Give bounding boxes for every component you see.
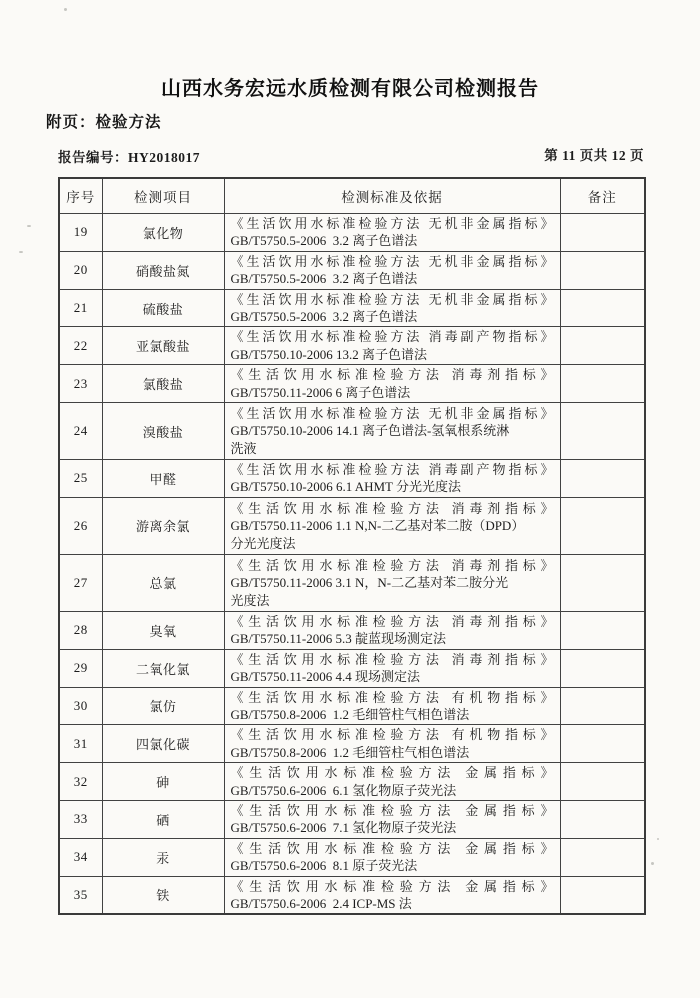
remark-cell xyxy=(560,403,645,460)
report-number: 报告编号：HY2018017 xyxy=(58,150,200,165)
standard-cell xyxy=(224,800,560,838)
test-item-cell: 总氯 xyxy=(102,554,224,611)
standard-cell xyxy=(224,497,560,554)
remark-cell xyxy=(560,611,645,649)
standard-cell xyxy=(224,725,560,763)
row-number-cell: 31 xyxy=(59,725,102,763)
table-row xyxy=(59,327,645,365)
standard-line: GB/T5750.5-2006 3.2 离子色谱法 xyxy=(230,233,418,249)
row-number-cell: 32 xyxy=(59,763,102,801)
table-row xyxy=(59,497,645,554)
remark-cell xyxy=(560,497,645,554)
row-number-cell: 20 xyxy=(59,251,102,289)
standard-cell xyxy=(224,838,560,876)
scan-speck xyxy=(657,838,659,840)
test-item-cell: 臭氧 xyxy=(102,611,224,649)
table-row xyxy=(59,763,645,801)
remark-cell xyxy=(560,460,645,498)
remark-cell xyxy=(560,327,645,365)
scan-speck xyxy=(64,8,67,11)
standard-line: GB/T5750.5-2006 3.2 离子色谱法 xyxy=(230,271,418,287)
row-number-cell: 35 xyxy=(59,876,102,914)
row-number-cell: 21 xyxy=(59,289,102,327)
page-indicator: 第 11 页共 12 页 xyxy=(544,148,644,163)
scan-speck xyxy=(19,251,23,253)
table-row xyxy=(59,687,645,725)
standard-cell xyxy=(224,763,560,801)
test-item-cell: 亚氯酸盐 xyxy=(102,327,224,365)
standard-line: 《生活饮用水标准检验方法 消毒剂指标》 xyxy=(230,651,554,667)
remark-cell xyxy=(560,214,645,252)
standard-line: 《生活饮用水标准检验方法 金属指标》 xyxy=(230,802,554,818)
test-item-cell: 游离余氯 xyxy=(102,497,224,554)
standard-cell xyxy=(224,687,560,725)
standard-line: GB/T5750.5-2006 3.2 离子色谱法 xyxy=(230,309,418,325)
standard-cell xyxy=(224,251,560,289)
test-item-cell: 氯化物 xyxy=(102,214,224,252)
row-number-cell: 34 xyxy=(59,838,102,876)
table-row xyxy=(59,365,645,403)
standard-line: 《生活饮用水标准检验方法 有机物指标》 xyxy=(230,689,554,705)
table-row xyxy=(59,554,645,611)
standard-line: GB/T5750.11-2006 3.1 N，N-二乙基对苯二胺分光 xyxy=(230,575,509,591)
standard-line: 《生活饮用水标准检验方法 有机物指标》 xyxy=(230,727,554,743)
scan-speck xyxy=(651,862,654,865)
test-item-cell: 硒 xyxy=(102,800,224,838)
remark-cell xyxy=(560,649,645,687)
standard-line: 《生活饮用水标准检验方法 消毒副产物指标》 xyxy=(230,462,554,478)
standard-line: 《生活饮用水标准检验方法 金属指标》 xyxy=(230,840,554,856)
appendix-subtitle: 附页：检验方法 xyxy=(46,114,162,131)
standard-line: 《生活饮用水标准检验方法 消毒剂指标》 xyxy=(230,500,554,516)
remark-cell xyxy=(560,251,645,289)
standard-line: 分光光度法 xyxy=(230,535,296,551)
standard-line: GB/T5750.6-2006 2.4 ICP-MS 法 xyxy=(230,895,412,911)
standard-cell xyxy=(224,460,560,498)
table-row xyxy=(59,838,645,876)
table-row xyxy=(59,649,645,687)
row-number-cell: 30 xyxy=(59,687,102,725)
table-row xyxy=(59,725,645,763)
standard-cell xyxy=(224,611,560,649)
table-row xyxy=(59,800,645,838)
standard-line: GB/T5750.10-2006 6.1 AHMT 分光光度法 xyxy=(230,479,462,495)
standard-line: GB/T5750.6-2006 7.1 氢化物原子荧光法 xyxy=(230,820,457,836)
standard-line: 《生活饮用水标准检验方法 消毒剂指标》 xyxy=(230,613,554,629)
standard-cell xyxy=(224,554,560,611)
remark-cell xyxy=(560,800,645,838)
page-title: 山西水务宏远水质检测有限公司检测报告 xyxy=(161,78,539,100)
row-number-cell: 28 xyxy=(59,611,102,649)
test-item-cell: 汞 xyxy=(102,838,224,876)
table-row xyxy=(59,214,645,252)
row-number-cell: 33 xyxy=(59,800,102,838)
standard-line: 光度法 xyxy=(230,592,270,608)
remark-cell xyxy=(560,838,645,876)
standard-cell xyxy=(224,214,560,252)
test-item-cell: 四氯化碳 xyxy=(102,725,224,763)
standard-line: 《生活饮用水标准检验方法 无机非金属指标》 xyxy=(230,405,554,421)
test-item-cell: 甲醛 xyxy=(102,460,224,498)
standard-line: 《生活饮用水标准检验方法 消毒副产物指标》 xyxy=(230,329,554,345)
standard-cell xyxy=(224,649,560,687)
standard-line: 洗液 xyxy=(230,440,257,456)
row-number-cell: 22 xyxy=(59,327,102,365)
standard-line: GB/T5750.10-2006 14.1 离子色谱法-氢氧根系统淋 xyxy=(230,423,510,439)
col-header-no: 序号 xyxy=(59,178,102,214)
standard-line: GB/T5750.10-2006 13.2 离子色谱法 xyxy=(230,346,427,362)
standard-line: GB/T5750.8-2006 1.2 毛细管柱气相色谱法 xyxy=(230,706,470,722)
remark-cell xyxy=(560,876,645,914)
row-number-cell: 19 xyxy=(59,214,102,252)
col-header-standard: 检测标准及依据 xyxy=(224,178,560,214)
standard-line: 《生活饮用水标准检验方法 金属指标》 xyxy=(230,878,554,894)
standard-line: GB/T5750.8-2006 1.2 毛细管柱气相色谱法 xyxy=(230,744,470,760)
standard-line: 《生活饮用水标准检验方法 无机非金属指标》 xyxy=(230,291,554,307)
standard-line: GB/T5750.6-2006 8.1 原子荧光法 xyxy=(230,858,418,874)
row-number-cell: 26 xyxy=(59,497,102,554)
standard-line: GB/T5750.11-2006 5.3 靛蓝现场测定法 xyxy=(230,631,446,647)
standard-line: GB/T5750.11-2006 1.1 N,N-二乙基对苯二胺（DPD） xyxy=(230,518,525,534)
standard-cell xyxy=(224,403,560,460)
methods-table xyxy=(58,177,646,915)
row-number-cell: 24 xyxy=(59,403,102,460)
standard-line: GB/T5750.11-2006 4.4 现场测定法 xyxy=(230,669,420,685)
test-item-cell: 溴酸盐 xyxy=(102,403,224,460)
table-row xyxy=(59,460,645,498)
standard-line: 《生活饮用水标准检验方法 消毒剂指标》 xyxy=(230,367,554,383)
remark-cell xyxy=(560,763,645,801)
remark-cell xyxy=(560,687,645,725)
row-number-cell: 27 xyxy=(59,554,102,611)
row-number-cell: 25 xyxy=(59,460,102,498)
row-number-cell: 23 xyxy=(59,365,102,403)
table-header-row xyxy=(59,178,645,214)
table-row xyxy=(59,251,645,289)
test-item-cell: 硫酸盐 xyxy=(102,289,224,327)
remark-cell xyxy=(560,554,645,611)
remark-cell xyxy=(560,289,645,327)
standard-cell xyxy=(224,327,560,365)
test-item-cell: 砷 xyxy=(102,763,224,801)
standard-cell xyxy=(224,365,560,403)
remark-cell xyxy=(560,365,645,403)
table-row xyxy=(59,611,645,649)
test-item-cell: 铁 xyxy=(102,876,224,914)
test-item-cell: 氯酸盐 xyxy=(102,365,224,403)
test-item-cell: 氯仿 xyxy=(102,687,224,725)
test-item-cell: 二氧化氯 xyxy=(102,649,224,687)
remark-cell xyxy=(560,725,645,763)
table-row xyxy=(59,876,645,914)
scan-speck xyxy=(27,225,31,227)
standard-line: 《生活饮用水标准检验方法 无机非金属指标》 xyxy=(230,253,554,269)
standard-line: GB/T5750.6-2006 6.1 氢化物原子荧光法 xyxy=(230,782,457,798)
table-row xyxy=(59,289,645,327)
standard-line: 《生活饮用水标准检验方法 金属指标》 xyxy=(230,765,554,781)
col-header-remark: 备注 xyxy=(560,178,645,214)
standard-cell xyxy=(224,876,560,914)
test-item-cell: 硝酸盐氮 xyxy=(102,251,224,289)
standard-line: GB/T5750.11-2006 6 离子色谱法 xyxy=(230,384,411,400)
standard-line: 《生活饮用水标准检验方法 无机非金属指标》 xyxy=(230,216,554,231)
row-number-cell: 29 xyxy=(59,649,102,687)
standard-line: 《生活饮用水标准检验方法 消毒剂指标》 xyxy=(230,557,554,573)
col-header-item: 检测项目 xyxy=(102,178,224,214)
standard-cell xyxy=(224,289,560,327)
table-row xyxy=(59,403,645,460)
